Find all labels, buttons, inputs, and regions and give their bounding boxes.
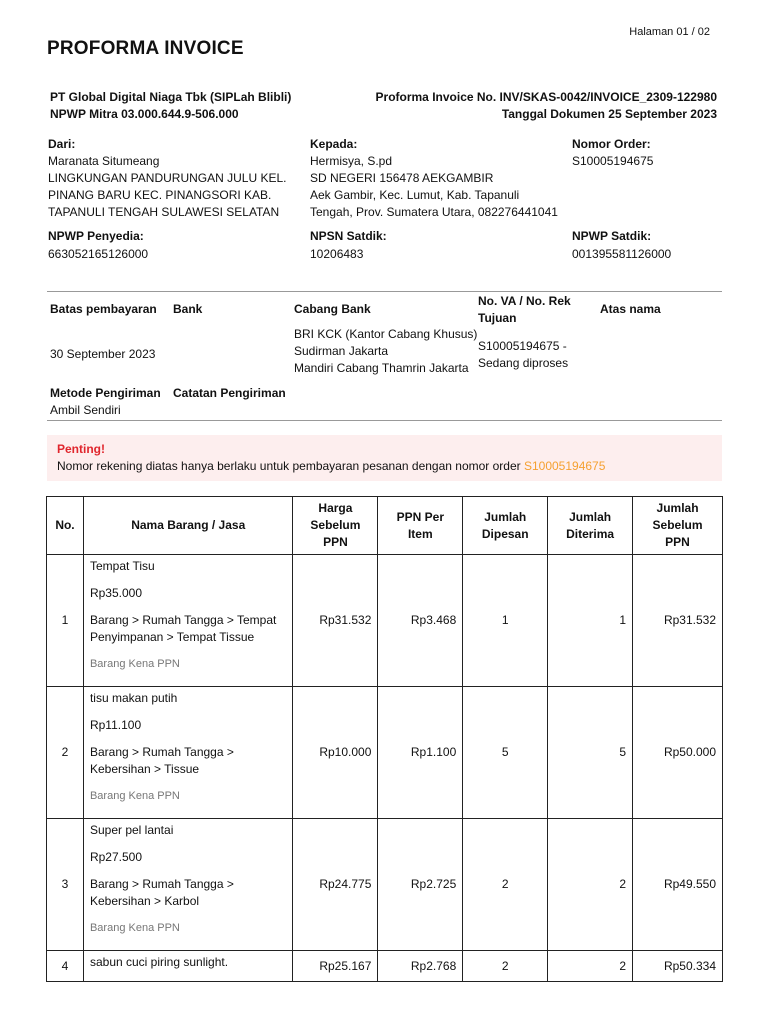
item-name: tisu makan putih xyxy=(89,691,178,705)
row-ordered: 2 xyxy=(463,951,548,982)
item-unit-price: Rp35.000 xyxy=(89,586,143,600)
notice-order-number: S10005194675 xyxy=(523,459,606,473)
bank-branch-line: BRI KCK (Kantor Cabang Khusus) xyxy=(294,327,478,341)
invoice-date: Tanggal Dokumen 25 September 2023 xyxy=(501,107,717,121)
va-header xyxy=(478,293,571,327)
row-ppn: Rp3.468 xyxy=(378,555,463,687)
col-header-line: PPN xyxy=(665,535,690,549)
bank-branch xyxy=(294,326,477,377)
row-price: Rp24.775 xyxy=(293,819,378,951)
item-category: Kebersihan > Karbol xyxy=(89,894,200,908)
notice-text-line xyxy=(57,458,712,475)
important-notice xyxy=(47,435,722,481)
col-header-line: Diterima xyxy=(566,526,615,541)
npwp-school-value: 001395581126000 xyxy=(572,247,672,261)
col-header-line: Jumlah xyxy=(484,509,527,524)
order-block xyxy=(572,136,653,170)
from-name: Maranata Situmeang xyxy=(48,154,160,168)
row-no: 2 xyxy=(47,687,84,819)
seller-npwp: NPWP Mitra 03.000.644.9-506.000 xyxy=(50,107,239,121)
from-block xyxy=(48,136,287,221)
item-category: Barang > Rumah Tangga > Tempat xyxy=(89,613,277,627)
row-no: 1 xyxy=(47,555,84,687)
col-header-line: Jumlah xyxy=(569,509,612,524)
npwp-school-block xyxy=(572,228,671,263)
to-address-line: Tengah, Prov. Sumatera Utara, 082276441041 xyxy=(310,205,558,219)
item-description xyxy=(83,951,293,982)
to-label: Kepada: xyxy=(310,137,358,151)
col-header-line: Item xyxy=(407,526,433,541)
npwp-school-label: NPWP Satdik: xyxy=(572,229,652,243)
va-header-line: Tujuan xyxy=(478,311,517,325)
bank-branch-line: Mandiri Cabang Thamrin Jakarta xyxy=(294,361,469,375)
item-tax-status: Barang Kena PPN xyxy=(89,922,180,934)
row-received: 2 xyxy=(548,819,633,951)
order-number: S10005194675 xyxy=(572,154,654,168)
item-category: Barang > Rumah Tangga > xyxy=(89,877,234,891)
shipping-method-header: Metode Pengiriman xyxy=(50,386,161,400)
row-total: Rp49.550 xyxy=(633,819,723,951)
payment-deadline-header: Batas pembayaran xyxy=(50,302,157,316)
row-ordered: 2 xyxy=(463,819,548,951)
item-unit-price: Rp27.500 xyxy=(89,850,143,864)
col-header-line: Harga xyxy=(318,501,353,515)
col-header-line: Sebelum xyxy=(310,518,361,532)
col-header-line: PPN xyxy=(323,535,348,549)
item-description xyxy=(83,687,293,819)
account-name-header: Atas nama xyxy=(600,302,661,316)
item-unit-price: Rp11.100 xyxy=(89,718,142,732)
from-label: Dari: xyxy=(48,137,76,151)
bank-header: Bank xyxy=(173,302,203,316)
items-table xyxy=(46,496,723,982)
invoice-number: Proforma Invoice No. INV/SKAS-0042/INVOICE_2309-122980 xyxy=(375,90,717,104)
col-header-no: No. xyxy=(47,497,84,555)
row-ordered: 5 xyxy=(463,687,548,819)
row-ppn: Rp2.768 xyxy=(378,951,463,982)
col-header-line: Dipesan xyxy=(481,526,529,541)
row-price: Rp31.532 xyxy=(293,555,378,687)
npwp-provider-block xyxy=(48,228,148,263)
col-header-total xyxy=(633,497,723,555)
col-header-line: PPN Per xyxy=(396,509,444,524)
col-header-line: Jumlah xyxy=(656,501,699,515)
to-school: SD NEGERI 156478 AEKGAMBIR xyxy=(310,171,494,185)
npsn-value: 10206483 xyxy=(310,247,364,261)
col-header-line: Sebelum xyxy=(652,518,703,532)
payment-deadline: 30 September 2023 xyxy=(50,347,156,361)
divider xyxy=(47,420,722,421)
table-header-row xyxy=(47,497,723,555)
row-no: 4 xyxy=(47,951,84,982)
va-number-line: S10005194675 - xyxy=(478,339,567,353)
from-address-line: LINGKUNGAN PANDURUNGAN JULU KEL. xyxy=(48,171,287,185)
row-ppn: Rp2.725 xyxy=(378,819,463,951)
row-total: Rp50.000 xyxy=(633,687,723,819)
col-header-received xyxy=(548,497,633,555)
item-tax-status: Barang Kena PPN xyxy=(89,658,180,670)
notice-text: Nomor rekening diatas hanya berlaku untuk pembayaran pesanan dengan nomor order xyxy=(57,459,524,473)
from-address-line: TAPANULI TENGAH SULAWESI SELATAN xyxy=(48,205,280,219)
item-description xyxy=(83,555,293,687)
divider xyxy=(47,291,722,292)
row-total: Rp50.334 xyxy=(633,951,723,982)
page-number: Halaman 01 / 02 xyxy=(629,26,710,38)
item-name: sabun cuci piring sunlight. xyxy=(89,955,229,969)
row-price: Rp25.167 xyxy=(293,951,378,982)
npwp-provider-label: NPWP Penyedia: xyxy=(48,229,144,243)
row-ordered: 1 xyxy=(463,555,548,687)
to-address-line: Aek Gambir, Kec. Lumut, Kab. Tapanuli xyxy=(310,188,520,202)
bank-branch-header: Cabang Bank xyxy=(294,302,371,316)
item-tax-status: Barang Kena PPN xyxy=(89,790,180,802)
page-title: PROFORMA INVOICE xyxy=(47,38,244,59)
va-number xyxy=(478,338,568,372)
bank-branch-line: Sudirman Jakarta xyxy=(294,344,389,358)
npsn-label: NPSN Satdik: xyxy=(310,229,387,243)
item-name: Super pel lantai xyxy=(89,823,174,837)
npwp-provider-value: 663052165126000 xyxy=(48,247,149,261)
va-status: Sedang diproses xyxy=(478,356,569,370)
item-category: Penyimpanan > Tempat Tissue xyxy=(89,630,255,644)
from-address-line: PINANG BARU KEC. PINANGSORI KAB. xyxy=(48,188,272,202)
item-category: Barang > Rumah Tangga > xyxy=(89,745,234,759)
col-header-price xyxy=(293,497,378,555)
table-row xyxy=(47,819,723,951)
to-name: Hermisya, S.pd xyxy=(310,154,393,168)
shipping-note-header: Catatan Pengiriman xyxy=(173,386,286,400)
item-description xyxy=(83,819,293,951)
row-received: 5 xyxy=(548,687,633,819)
row-price: Rp10.000 xyxy=(293,687,378,819)
col-header-ordered xyxy=(463,497,548,555)
row-ppn: Rp1.100 xyxy=(378,687,463,819)
row-no: 3 xyxy=(47,819,84,951)
va-header-line: No. VA / No. Rek xyxy=(478,294,571,308)
col-header-ppn xyxy=(378,497,463,555)
to-block xyxy=(310,136,558,221)
seller-name: PT Global Digital Niaga Tbk (SIPLah Blibli) xyxy=(50,90,292,104)
notice-label: Penting! xyxy=(57,442,105,456)
table-row xyxy=(47,951,723,982)
row-total: Rp31.532 xyxy=(633,555,723,687)
row-received: 1 xyxy=(548,555,633,687)
item-name: Tempat Tisu xyxy=(89,559,155,573)
item-category: Kebersihan > Tissue xyxy=(89,762,200,776)
row-received: 2 xyxy=(548,951,633,982)
col-header-name: Nama Barang / Jasa xyxy=(83,497,293,555)
npsn-block xyxy=(310,228,387,263)
order-label: Nomor Order: xyxy=(572,137,651,151)
shipping-method: Ambil Sendiri xyxy=(50,403,121,417)
table-row xyxy=(47,687,723,819)
table-row xyxy=(47,555,723,687)
